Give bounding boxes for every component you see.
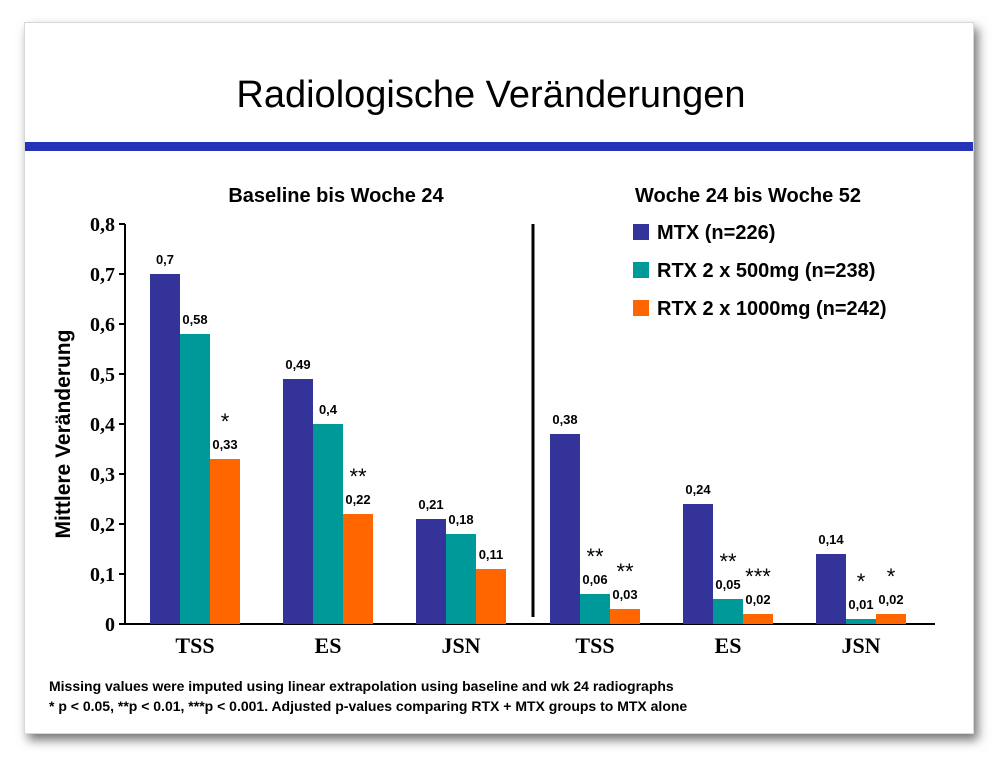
x-tick-label: JSN: [441, 633, 481, 658]
significance-marker: *: [856, 569, 866, 594]
bar: [313, 424, 343, 624]
bar: [343, 514, 373, 624]
bar: [743, 614, 773, 624]
y-axis-title: Mittlere Veränderung: [52, 329, 75, 539]
data-label: 0,11: [478, 547, 504, 562]
data-label: 0,01: [848, 597, 874, 612]
footnote-1: Missing values were imputed using linear extrapolation using baseline and wk 24 radiographs: [49, 678, 674, 694]
legend-swatch: [633, 224, 649, 240]
legend-label: MTX (n=226): [657, 222, 776, 244]
bar: [283, 379, 313, 624]
y-tick-label: 0,4: [90, 414, 115, 436]
data-label: 0,58: [182, 312, 208, 327]
significance-marker: ***: [745, 564, 771, 589]
legend-label: RTX 2 x 500mg (n=238): [657, 260, 876, 282]
panel-title: Woche 24 bis Woche 52: [634, 185, 862, 207]
significance-marker: *: [886, 564, 896, 589]
bar: [846, 619, 876, 624]
data-label: 0,24: [685, 482, 711, 497]
data-label: 0,22: [345, 492, 371, 507]
bar: [446, 534, 476, 624]
y-tick-label: 0,5: [90, 364, 115, 386]
x-tick-label: ES: [714, 633, 742, 658]
data-label: 0,03: [612, 587, 638, 602]
data-label: 0,14: [818, 532, 844, 547]
data-label: 0,4: [318, 402, 338, 417]
legend-swatch: [633, 262, 649, 278]
bar: [816, 554, 846, 624]
bar: [713, 599, 743, 624]
data-label: 0,06: [582, 572, 608, 587]
y-tick-label: 0,6: [90, 314, 115, 336]
bar: [610, 609, 640, 624]
slide: [24, 22, 974, 734]
footnote-2: * p < 0.05, **p < 0.01, ***p < 0.001. Adjusted p-values comparing RTX + MTX groups to MTX alone: [49, 698, 688, 714]
bar: [416, 519, 446, 624]
y-tick-label: 0,7: [90, 264, 115, 286]
x-tick-label: ES: [314, 633, 342, 658]
significance-marker: **: [586, 544, 604, 569]
data-label: 0,38: [552, 412, 578, 427]
chart-layer: [52, 185, 935, 658]
y-tick-label: 0,8: [90, 214, 115, 236]
y-tick-label: 0,3: [90, 464, 115, 486]
significance-marker: **: [349, 464, 367, 489]
data-label: 0,7: [155, 252, 175, 267]
bar: [550, 434, 580, 624]
chart: [25, 23, 973, 733]
bar: [210, 459, 240, 624]
significance-marker: **: [616, 559, 634, 584]
bar: [876, 614, 906, 624]
data-label: 0,02: [878, 592, 904, 607]
bar: [580, 594, 610, 624]
significance-marker: **: [719, 549, 737, 574]
data-label: 0,18: [448, 512, 474, 527]
bar: [180, 334, 210, 624]
bar: [150, 274, 180, 624]
slide-title: Radiologische Veränderungen: [236, 74, 746, 116]
y-tick-label: 0: [105, 614, 115, 636]
x-tick-label: TSS: [575, 633, 615, 658]
panel-title: Baseline bis Woche 24: [228, 185, 444, 207]
data-label: 0,21: [418, 497, 444, 512]
y-tick-label: 0,1: [90, 564, 115, 586]
title-divider: [25, 142, 973, 151]
bar: [476, 569, 506, 624]
legend-label: RTX 2 x 1000mg (n=242): [657, 298, 887, 320]
data-label: 0,02: [745, 592, 771, 607]
data-label: 0,05: [715, 577, 741, 592]
data-label: 0,33: [212, 437, 238, 452]
y-tick-label: 0,2: [90, 514, 115, 536]
data-label: 0,49: [285, 357, 311, 372]
legend-swatch: [633, 300, 649, 316]
bar: [683, 504, 713, 624]
x-tick-label: TSS: [175, 633, 215, 658]
significance-marker: *: [220, 409, 230, 434]
x-tick-label: JSN: [841, 633, 881, 658]
